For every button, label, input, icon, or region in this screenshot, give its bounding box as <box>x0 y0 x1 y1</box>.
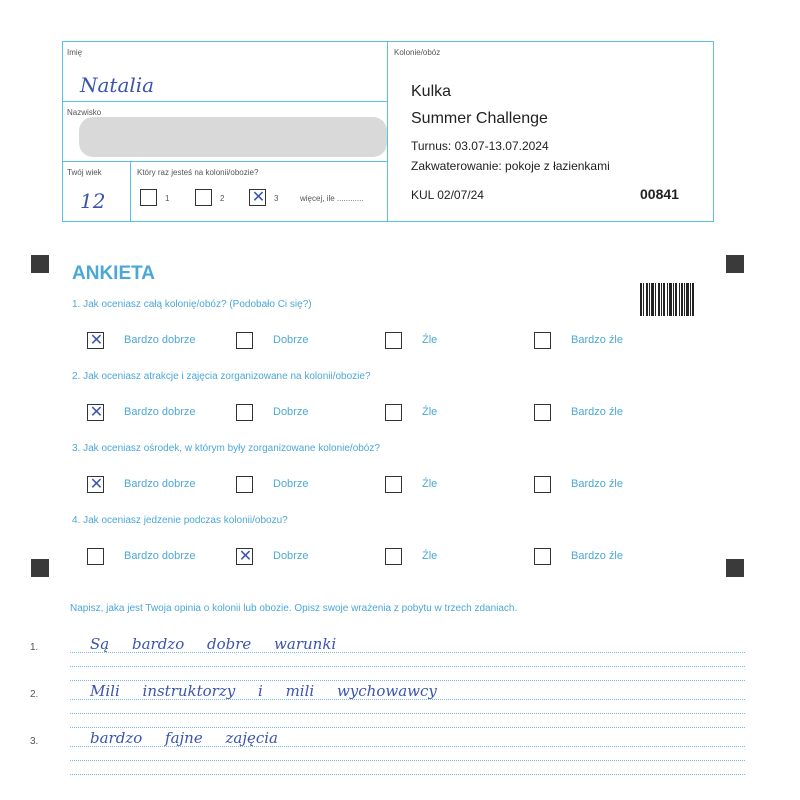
turnus-text: Turnus: 03.07-13.07.2024 <box>411 139 549 153</box>
check-mark-icon: ✕ <box>89 402 104 421</box>
nazwisko-redacted <box>79 117 387 157</box>
answer-checkbox[interactable] <box>385 548 402 565</box>
dotted-writing-line <box>70 746 745 747</box>
wiek-label: Twój wiek <box>67 168 102 177</box>
header-divider-2 <box>62 161 387 162</box>
answer-checkbox[interactable] <box>385 476 402 493</box>
registration-marker-tl <box>31 255 49 273</box>
answer-label: Bardzo dobrze <box>124 478 196 490</box>
ktory-checkbox-2[interactable] <box>195 189 212 206</box>
answer-label: Bardzo źle <box>571 478 623 490</box>
dotted-writing-line <box>70 699 745 700</box>
dotted-writing-line <box>70 666 745 667</box>
answer-checkbox[interactable] <box>236 548 253 565</box>
question-text: 1. Jak oceniasz całą kolonię/obóz? (Podobało Ci się?) <box>72 299 312 310</box>
ktory-checkbox-3[interactable] <box>249 189 266 206</box>
form-number: 00841 <box>640 186 679 202</box>
answer-checkbox[interactable] <box>385 404 402 421</box>
answer-checkbox[interactable] <box>87 404 104 421</box>
answer-label: Bardzo dobrze <box>124 550 196 562</box>
registration-marker-br <box>726 559 744 577</box>
answer-label: Źle <box>422 334 438 346</box>
survey-title: ANKIETA <box>72 263 156 284</box>
answer-label: Źle <box>422 550 438 562</box>
opinion-line-number: 1. <box>30 642 39 653</box>
barcode-icon <box>640 283 694 316</box>
header-divider-1 <box>62 101 387 102</box>
answer-label: Bardzo dobrze <box>124 406 196 418</box>
registration-marker-bl <box>31 559 49 577</box>
opinion-handwritten-text[interactable]: Mili instruktorzy i mili wychowawcy <box>90 682 437 700</box>
imie-label: Imię <box>67 48 83 57</box>
zakwaterowanie-text: Zakwaterowanie: pokoje z łazienkami <box>411 159 610 173</box>
ktory-option-1: 1 <box>165 194 170 203</box>
registration-marker-tr <box>726 255 744 273</box>
answer-checkbox[interactable] <box>534 404 551 421</box>
question-text: 3. Jak oceniasz ośrodek, w którym były zorganizowane kolonie/obóz? <box>72 443 380 454</box>
answer-label: Dobrze <box>273 334 309 346</box>
dotted-writing-line <box>70 713 745 714</box>
answer-checkbox[interactable] <box>236 404 253 421</box>
answer-checkbox[interactable] <box>534 548 551 565</box>
check-mark-icon: ✕ <box>89 474 104 493</box>
answer-checkbox[interactable] <box>236 476 253 493</box>
dotted-writing-line <box>70 760 745 761</box>
answer-label: Dobrze <box>273 478 309 490</box>
dotted-writing-line <box>70 680 745 681</box>
wiek-value[interactable]: 12 <box>80 189 106 213</box>
imie-value[interactable]: Natalia <box>80 73 155 97</box>
answer-checkbox[interactable] <box>534 332 551 349</box>
ktory-option-2: 2 <box>220 194 225 203</box>
code-text: KUL 02/07/24 <box>411 188 484 202</box>
answer-label: Bardzo źle <box>571 550 623 562</box>
check-mark-icon: ✕ <box>251 187 266 206</box>
answer-label: Bardzo źle <box>571 406 623 418</box>
program-name: Summer Challenge <box>411 110 548 127</box>
answer-label: Źle <box>422 406 438 418</box>
opinion-handwritten-text[interactable]: bardzo fajne zajęcia <box>90 729 278 747</box>
answer-label: Źle <box>422 478 438 490</box>
answer-label: Dobrze <box>273 550 309 562</box>
check-mark-icon: ✕ <box>238 546 253 565</box>
opinion-line-number: 2. <box>30 689 39 700</box>
answer-label: Bardzo dobrze <box>124 334 196 346</box>
place-name: Kulka <box>411 83 452 100</box>
answer-checkbox[interactable] <box>87 476 104 493</box>
answer-checkbox[interactable] <box>385 332 402 349</box>
ktory-checkbox-1[interactable] <box>140 189 157 206</box>
dotted-writing-line <box>70 652 745 653</box>
opinion-line-number: 3. <box>30 736 39 747</box>
dotted-writing-line <box>70 774 745 775</box>
answer-checkbox[interactable] <box>87 332 104 349</box>
answer-checkbox[interactable] <box>236 332 253 349</box>
ktory-option-3: 3 <box>274 194 279 203</box>
answer-checkbox[interactable] <box>87 548 104 565</box>
question-text: 2. Jak oceniasz atrakcje i zajęcia zorganizowane na kolonii/obozie? <box>72 371 371 382</box>
question-text: 4. Jak oceniasz jedzenie podczas kolonii/obozu? <box>72 515 288 526</box>
wiecej-label: więcej, ile ............ <box>300 194 364 203</box>
opinion-handwritten-text[interactable]: Są bardzo dobre warunki <box>90 635 337 653</box>
check-mark-icon: ✕ <box>89 330 104 349</box>
answer-checkbox[interactable] <box>534 476 551 493</box>
header-divider-3 <box>130 161 131 221</box>
ktory-label: Który raz jesteś na kolonii/obozie? <box>137 168 259 177</box>
dotted-writing-line <box>70 727 745 728</box>
header-divider-vertical <box>387 41 388 221</box>
answer-label: Dobrze <box>273 406 309 418</box>
nazwisko-label: Nazwisko <box>67 108 102 117</box>
kolonie-label: Kolonie/obóz <box>394 48 441 57</box>
answer-label: Bardzo źle <box>571 334 623 346</box>
opinion-prompt: Napisz, jaka jest Twoja opinia o kolonii lub obozie. Opisz swoje wrażenia z pobytu w trzech zdaniach. <box>70 603 518 614</box>
